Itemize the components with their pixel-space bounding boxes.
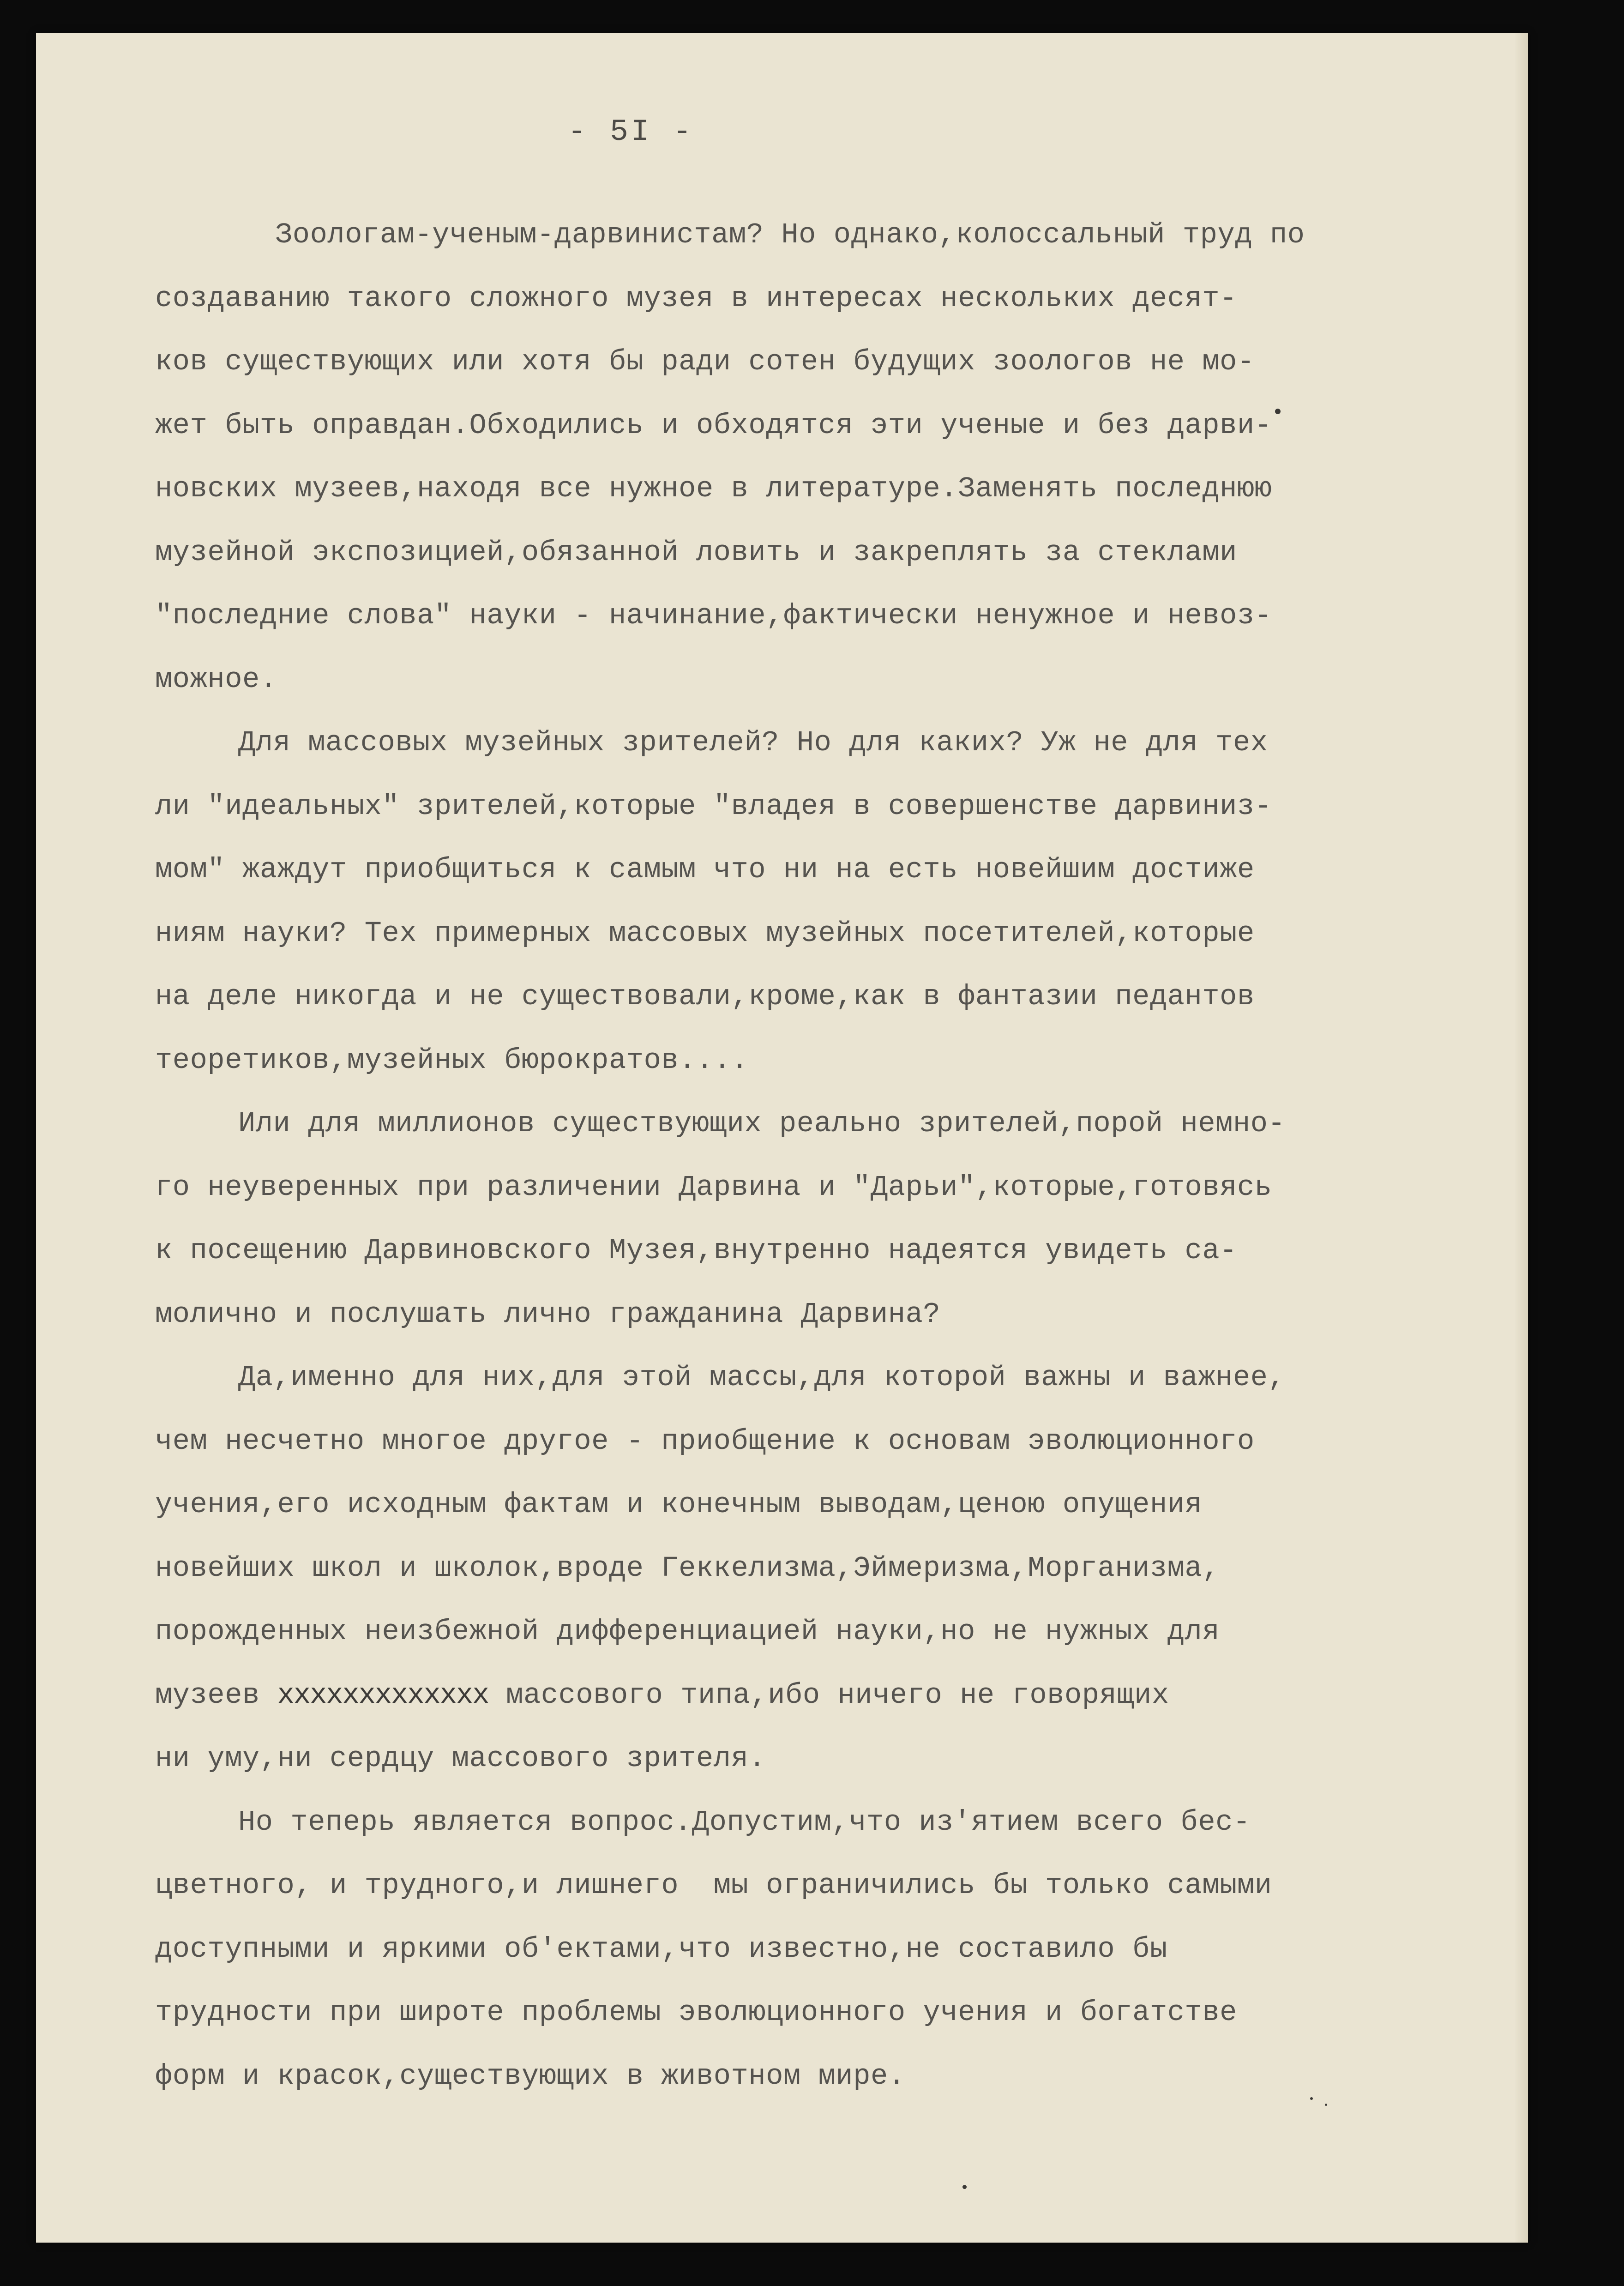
- paper-speck: [1325, 2104, 1327, 2106]
- document-body: [155, 203, 1508, 2108]
- paper-edge-shadow: [1514, 33, 1528, 2243]
- text-line: трудности при широте проблемы эволюционного учения и богатстве: [155, 1996, 1237, 2029]
- text-fragment: музеев: [155, 1678, 277, 1712]
- text-line: учения,его исходным фактам и конечным выводам,ценою опущения: [155, 1488, 1203, 1521]
- text-line: "последние слова" науки - начинание,фактически ненужное и невоз-: [155, 599, 1272, 632]
- text-line: теоретиков,музейных бюрократов....: [155, 1043, 749, 1077]
- text-line: ли "идеальных" зрителей,которые "владея в совершенстве дарвиниз-: [155, 790, 1272, 823]
- text-line: новских музеев,находя все нужное в литературе.Заменять последнюю: [155, 472, 1272, 505]
- paragraph-1: [155, 203, 1508, 711]
- text-line: ков существующих или хотя бы ради сотен будущих зоологов не мо-: [155, 345, 1255, 378]
- text-line: чем несчетно многое другое - приобщение к основам эволюционного: [155, 1424, 1255, 1458]
- text-line: Зоологам-ученым-дарвинистам? Но однако,колоссальный труд по: [275, 218, 1305, 251]
- text-line: ни уму,ни сердцу массового зрителя.: [155, 1742, 766, 1775]
- struck-out-text: ххххххххххххх: [277, 1678, 489, 1712]
- text-line: на деле никогда и не существовали,кроме,как в фантазии педантов: [155, 980, 1255, 1013]
- paper-speck: [962, 2185, 967, 2189]
- text-line: форм и красок,существующих в животном мире.: [155, 2059, 906, 2093]
- text-line: Или для миллионов существующих реально зрителей,порой немно-: [238, 1107, 1286, 1140]
- text-line: доступными и яркими об'ектами,что известно,не составило бы: [155, 1932, 1167, 1966]
- text-line: создаванию такого сложного музея в интересах нескольких десят-: [155, 282, 1237, 315]
- text-line-with-strikeout: [155, 1664, 1508, 1727]
- paragraph-4: [155, 1346, 1508, 1791]
- text-line: го неуверенных при различении Дарвина и "Дарьи",которые,готовясь: [155, 1170, 1272, 1204]
- page-number: - 5I -: [568, 115, 694, 149]
- paragraph-5: [155, 1791, 1508, 2108]
- paper-speck: [1310, 2097, 1313, 2100]
- text-line: можное.: [155, 663, 277, 696]
- text-line: новейших школ и школок,вроде Геккелизма,Эймеризма,Морганизма,: [155, 1551, 1220, 1585]
- text-line: Да,именно для них,для этой массы,для которой важны и важнее,: [238, 1361, 1286, 1394]
- text-line: к посещению Дарвиновского Музея,внутренно надеятся увидеть са-: [155, 1234, 1237, 1267]
- text-line: Но теперь является вопрос.Допустим,что из'ятием всего бес-: [238, 1805, 1251, 1839]
- text-line: музейной экспозицией,обязанной ловить и закреплять за стеклами: [155, 536, 1237, 569]
- paper-speck: [1275, 409, 1281, 414]
- text-line: порожденных неизбежной дифференциацией науки,но не нужных для: [155, 1615, 1220, 1648]
- text-fragment: массового типа,ибо ничего не говорящих: [488, 1678, 1169, 1712]
- paragraph-2: [155, 711, 1508, 1092]
- text-line: Для массовых музейных зрителей? Но для каких? Уж не для тех: [238, 726, 1268, 759]
- text-line: ниям науки? Тех примерных массовых музейных посетителей,которые: [155, 917, 1255, 950]
- text-line: мом" жаждут приобщиться к самым что ни на есть новейшим достиже: [155, 853, 1255, 886]
- text-line: цветного, и трудного,и лишнего мы ограничились бы только самыми: [155, 1869, 1272, 1902]
- paragraph-3: [155, 1092, 1508, 1346]
- text-line: жет быть оправдан.Обходились и обходятся эти ученые и без дарви-: [155, 409, 1272, 442]
- text-line: молично и послушать лично гражданина Дарвина?: [155, 1297, 941, 1331]
